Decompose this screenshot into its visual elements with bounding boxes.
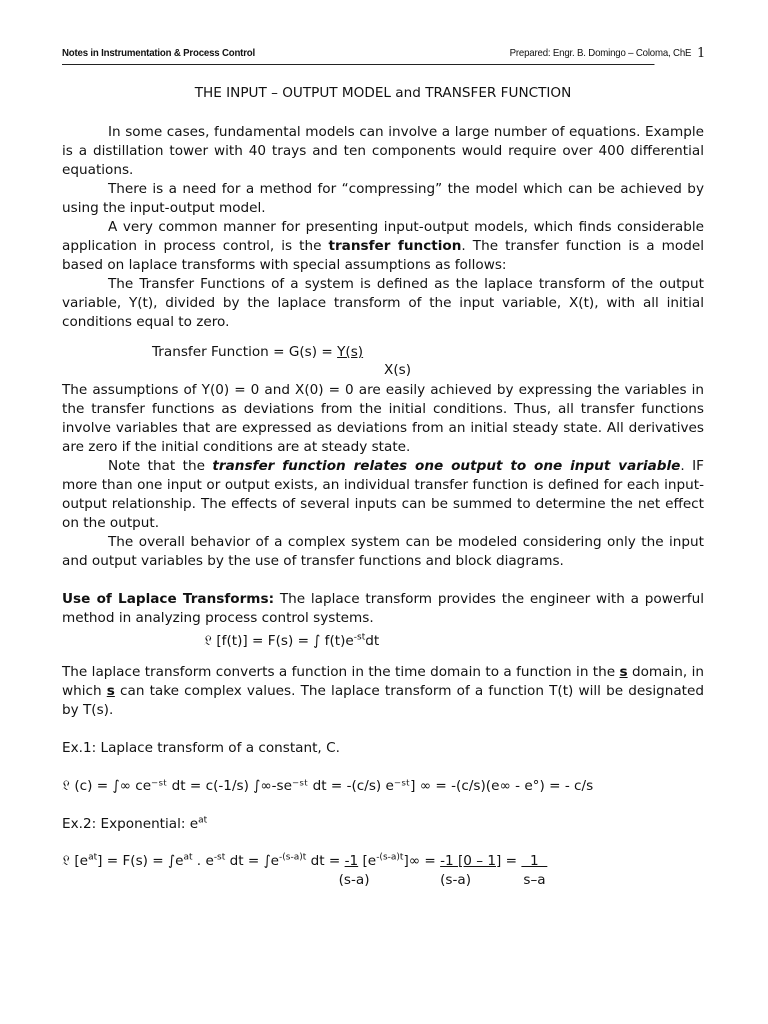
- ex2-f1-den: (s-a): [338, 872, 370, 888]
- paragraph-8: [62, 663, 704, 720]
- laplace-intro: The laplace transform provides the engineer with a powerful method in analyzing process control systems.: [62, 591, 704, 626]
- laplace-eq-b: dt: [365, 633, 380, 649]
- paragraph-3: [62, 218, 704, 275]
- s-symbol: s: [619, 664, 628, 680]
- ex2-sup-1: at: [88, 852, 98, 863]
- ex2-f3-num: 1: [521, 853, 548, 869]
- laplace-section: [62, 590, 704, 628]
- paragraph-2: There is a need for a method for “compressing” the model which can be achieved by using the input-output model.: [62, 181, 704, 216]
- p8-text-a: The laplace transform converts a function in the time domain to a function in the: [62, 664, 620, 680]
- example-2-label: [62, 815, 704, 834]
- laplace-eq-a: 𝔏 [f(t)] = F(s) = ∫ f(t)e: [204, 633, 354, 649]
- paragraph-4: The Transfer Functions of a system is defined as the laplace transform of the output variable, Y(t), divided by the laplace transform of the input variable, X(t), with all initial conditions equal to zero.: [62, 276, 704, 330]
- ex2-f2-den: (s-a): [440, 872, 472, 888]
- page-number: 1: [697, 46, 706, 61]
- ex2-mid-2: . e: [192, 853, 214, 869]
- ex2-eq-start: 𝔏 [e: [62, 853, 89, 869]
- tf-equation-line: [152, 343, 363, 362]
- p6-text-b: . IF more than one input or output exists, an individual transfer function is defined for each input-output relationship. The effects of several inputs can be summed to determine the net effect on the output.: [62, 458, 704, 531]
- laplace-definition-equation: [62, 632, 704, 651]
- tf-numerator: Y(s): [337, 344, 364, 360]
- ex2-sup-4: -(s-a)t: [279, 852, 307, 863]
- ex2-sup-3: -st: [213, 852, 226, 863]
- example-1-equation: 𝔏 (c) = ∫∞ ce⁻ˢᵗ dt = c(-1/s) ∫∞-se⁻ˢᵗ dt = -(c/s) e⁻ˢᵗ] ∞ = -(c/s)(e∞ - e°) = - c/s: [62, 778, 594, 794]
- header-left-text: Notes in Instrumentation & Process Control: [62, 47, 256, 59]
- paragraph-6: [62, 457, 704, 533]
- p6-emphasis: transfer function relates one output to one input variable: [212, 458, 681, 474]
- ex2-mid-4: dt =: [306, 853, 345, 869]
- example-1-label: Ex.1: Laplace transform of a constant, C.: [62, 740, 340, 756]
- paragraph-1: In some cases, fundamental models can involve a large number of equations. Example is a distillation tower with 40 trays and ten components would require over 400 differential equations.: [62, 124, 704, 178]
- p8-text-b: domain, in which: [62, 664, 704, 699]
- p3-text-b: . The transfer function is a model based on laplace transforms with special assumptions as follows:: [62, 238, 705, 273]
- tf-equation-left: Transfer Function = G(s) =: [152, 344, 338, 360]
- p3-bold-term: transfer function: [328, 238, 462, 254]
- tf-denominator: X(s): [384, 362, 412, 378]
- p8-text-c: can take complex values. The laplace transform of a function T(t) will be designated by T(s).: [62, 683, 705, 718]
- ex2-sup-5: -(s-a)t: [376, 852, 404, 863]
- document-body: [62, 84, 704, 892]
- ex2-label-sup: at: [198, 815, 208, 826]
- ex2-mid-3: dt = ∫e: [225, 853, 280, 869]
- laplace-heading: Use of Laplace Transforms:: [62, 591, 275, 607]
- ex2-f1-num: -1: [344, 853, 359, 869]
- s-symbol-2: s: [106, 683, 115, 699]
- header-right-text: Prepared: Engr. B. Domingo – Coloma, ChE: [509, 47, 692, 59]
- p3-text-a: A very common manner for presenting input-output models, which finds considerable application in process control, is the: [62, 219, 704, 254]
- ex2-f3-den: s–a: [523, 872, 546, 888]
- ex2-fraction-2: [440, 852, 502, 888]
- paragraph-5: The assumptions of Y(0) = 0 and X(0) = 0 are easily achieved by expressing the variables in the transfer functions as deviations from the initial conditions. Thus, all transfer functions involve variables that are expressed as deviations from an initial steady state. All derivatives are zero if the initial conditions are at steady state.: [62, 382, 704, 455]
- ex2-mid-5: [e: [358, 853, 377, 869]
- transfer-function-equation: [62, 343, 704, 381]
- ex2-fraction-3: [521, 852, 548, 888]
- p6-text-a: Note that the: [108, 458, 213, 474]
- ex2-label-text: Ex.2: Exponential: e: [62, 816, 199, 832]
- ex2-mid-1: ] = F(s) = ∫e: [97, 853, 184, 869]
- example-2-equation: [62, 852, 704, 892]
- paragraph-7: The overall behavior of a complex system can be modeled considering only the input and output variables by the use of transfer functions and block diagrams.: [62, 534, 704, 569]
- ex2-mid-6: ]∞ =: [403, 853, 441, 869]
- laplace-eq-sup: -st: [353, 632, 366, 643]
- page-title: THE INPUT – OUTPUT MODEL and TRANSFER FUNCTION: [194, 85, 572, 101]
- ex2-sup-2: at: [183, 852, 193, 863]
- ex2-f2-num: -1 [0 – 1]: [440, 853, 502, 869]
- ex2-mid-7: =: [501, 853, 522, 869]
- page-header: [62, 46, 692, 65]
- ex2-fraction-1: [338, 852, 370, 888]
